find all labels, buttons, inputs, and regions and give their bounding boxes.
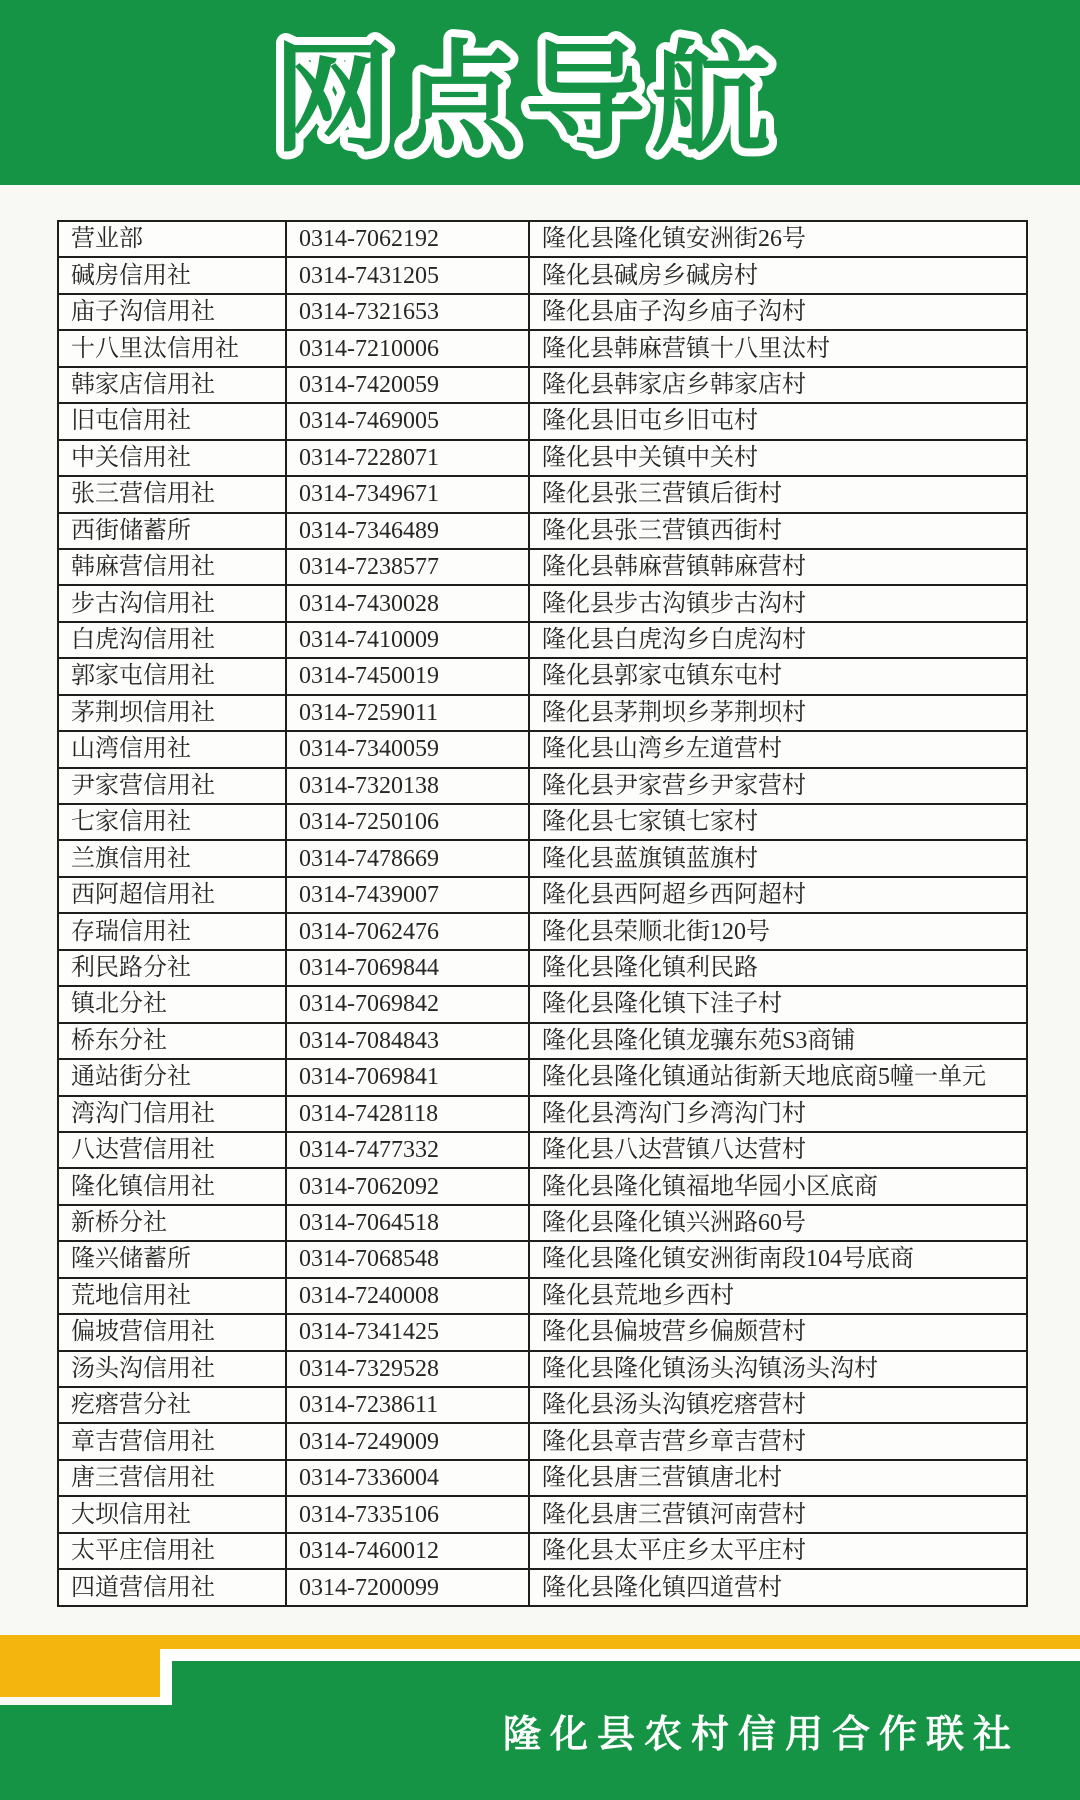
branch-phone-cell: 0314-7477332: [286, 1132, 529, 1168]
branch-name-cell: 山湾信用社: [58, 731, 286, 767]
table-row: [58, 367, 1027, 403]
table-row: [58, 1059, 1027, 1095]
branch-name-cell: 隆化镇信用社: [58, 1168, 286, 1204]
table-row: [58, 221, 1027, 257]
branch-name-cell: 镇北分社: [58, 986, 286, 1022]
branch-phone-cell: 0314-7250106: [286, 804, 529, 840]
branch-phone-cell: 0314-7228071: [286, 440, 529, 476]
branch-directory: [57, 220, 1026, 1607]
table-row: [58, 1387, 1027, 1423]
branch-name-cell: 存瑞信用社: [58, 913, 286, 949]
branch-name-cell: 汤头沟信用社: [58, 1351, 286, 1387]
branch-address-cell: 隆化县韩麻营镇十八里汰村: [529, 330, 1027, 366]
table-row: [58, 768, 1027, 804]
branch-name-cell: 太平庄信用社: [58, 1533, 286, 1569]
branch-phone-cell: 0314-7062476: [286, 913, 529, 949]
branch-name-cell: 碱房信用社: [58, 257, 286, 293]
branch-phone-cell: 0314-7062092: [286, 1168, 529, 1204]
table-row: [58, 549, 1027, 585]
branch-name-cell: 八达营信用社: [58, 1132, 286, 1168]
table-row: [58, 1460, 1027, 1496]
branch-address-cell: 隆化县太平庄乡太平庄村: [529, 1533, 1027, 1569]
page-title: [0, 0, 1080, 185]
branch-address-cell: 隆化县荒地乡西村: [529, 1278, 1027, 1314]
footer-banner: [0, 1635, 1080, 1800]
branch-address-cell: 隆化县韩家店乡韩家店村: [529, 367, 1027, 403]
branch-address-cell: 隆化县隆化镇汤头沟镇汤头沟村: [529, 1351, 1027, 1387]
branch-table: [57, 220, 1028, 1607]
table-row: [58, 330, 1027, 366]
branch-address-cell: 隆化县步古沟镇步古沟村: [529, 585, 1027, 621]
branch-name-cell: 七家信用社: [58, 804, 286, 840]
branch-name-cell: 郭家屯信用社: [58, 658, 286, 694]
branch-phone-cell: 0314-7210006: [286, 330, 529, 366]
table-row: [58, 1096, 1027, 1132]
branch-address-cell: 隆化县白虎沟乡白虎沟村: [529, 622, 1027, 658]
branch-name-cell: 中关信用社: [58, 440, 286, 476]
branch-phone-cell: 0314-7069842: [286, 986, 529, 1022]
branch-phone-cell: 0314-7430028: [286, 585, 529, 621]
branch-address-cell: 隆化县庙子沟乡庙子沟村: [529, 294, 1027, 330]
branch-name-cell: 西街储蓄所: [58, 513, 286, 549]
branch-phone-cell: 0314-7469005: [286, 403, 529, 439]
branch-address-cell: 隆化县隆化镇四道营村: [529, 1569, 1027, 1606]
branch-name-cell: 步古沟信用社: [58, 585, 286, 621]
branch-address-cell: 隆化县八达营镇八达营村: [529, 1132, 1027, 1168]
branch-name-cell: 荒地信用社: [58, 1278, 286, 1314]
table-row: [58, 877, 1027, 913]
branch-phone-cell: 0314-7450019: [286, 658, 529, 694]
branch-name-cell: 利民路分社: [58, 950, 286, 986]
branch-address-cell: 隆化县隆化镇龙骧东苑S3商铺: [529, 1023, 1027, 1059]
footer-green-left-block: [0, 1705, 176, 1800]
branch-phone-cell: 0314-7478669: [286, 840, 529, 876]
branch-phone-cell: 0314-7329528: [286, 1351, 529, 1387]
branch-address-cell: 隆化县偏坡营乡偏颇营村: [529, 1314, 1027, 1350]
branch-address-cell: 隆化县隆化镇兴洲路60号: [529, 1205, 1027, 1241]
table-row: [58, 1351, 1027, 1387]
table-row: [58, 913, 1027, 949]
table-row: [58, 622, 1027, 658]
branch-address-cell: 隆化县蓝旗镇蓝旗村: [529, 840, 1027, 876]
branch-phone-cell: 0314-7062192: [286, 221, 529, 257]
branch-phone-cell: 0314-7069844: [286, 950, 529, 986]
branch-name-cell: 兰旗信用社: [58, 840, 286, 876]
branch-name-cell: 新桥分社: [58, 1205, 286, 1241]
table-row: [58, 950, 1027, 986]
branch-name-cell: 张三营信用社: [58, 476, 286, 512]
branch-address-cell: 隆化县郭家屯镇东屯村: [529, 658, 1027, 694]
branch-name-cell: 韩家店信用社: [58, 367, 286, 403]
branch-phone-cell: 0314-7420059: [286, 367, 529, 403]
branch-name-cell: 旧屯信用社: [58, 403, 286, 439]
branch-name-cell: 四道营信用社: [58, 1569, 286, 1606]
branch-address-cell: 隆化县隆化镇利民路: [529, 950, 1027, 986]
branch-address-cell: 隆化县隆化镇下洼子村: [529, 986, 1027, 1022]
branch-address-cell: 隆化县张三营镇西街村: [529, 513, 1027, 549]
branch-phone-cell: 0314-7335106: [286, 1496, 529, 1532]
table-row: [58, 585, 1027, 621]
table-row: [58, 1205, 1027, 1241]
table-row: [58, 476, 1027, 512]
branch-address-cell: 隆化县章吉营乡章吉营村: [529, 1423, 1027, 1459]
branch-name-cell: 白虎沟信用社: [58, 622, 286, 658]
branch-name-cell: 大坝信用社: [58, 1496, 286, 1532]
branch-address-cell: 隆化县碱房乡碱房村: [529, 257, 1027, 293]
organization-name: 隆化县农村信用合作联社: [502, 1714, 1020, 1756]
branch-name-cell: 通站街分社: [58, 1059, 286, 1095]
branch-phone-cell: 0314-7084843: [286, 1023, 529, 1059]
branch-phone-cell: 0314-7431205: [286, 257, 529, 293]
table-row: [58, 1023, 1027, 1059]
branch-name-cell: 隆兴储蓄所: [58, 1241, 286, 1277]
branch-phone-cell: 0314-7249009: [286, 1423, 529, 1459]
branch-name-cell: 韩麻营信用社: [58, 549, 286, 585]
branch-address-cell: 隆化县尹家营乡尹家营村: [529, 768, 1027, 804]
branch-name-cell: 茅荆坝信用社: [58, 695, 286, 731]
branch-phone-cell: 0314-7238577: [286, 549, 529, 585]
table-row: [58, 403, 1027, 439]
table-row: [58, 1423, 1027, 1459]
branch-phone-cell: 0314-7439007: [286, 877, 529, 913]
branch-address-cell: 隆化县韩麻营镇韩麻营村: [529, 549, 1027, 585]
branch-name-cell: 湾沟门信用社: [58, 1096, 286, 1132]
branch-phone-cell: 0314-7200099: [286, 1569, 529, 1606]
table-row: [58, 731, 1027, 767]
branch-address-cell: 隆化县隆化镇安洲街南段104号底商: [529, 1241, 1027, 1277]
branch-name-cell: 唐三营信用社: [58, 1460, 286, 1496]
branch-name-cell: 营业部: [58, 221, 286, 257]
branch-address-cell: 隆化县隆化镇福地华园小区底商: [529, 1168, 1027, 1204]
branch-phone-cell: 0314-7349671: [286, 476, 529, 512]
table-row: [58, 840, 1027, 876]
branch-name-cell: 十八里汰信用社: [58, 330, 286, 366]
branch-phone-cell: 0314-7240008: [286, 1278, 529, 1314]
branch-name-cell: 章吉营信用社: [58, 1423, 286, 1459]
branch-address-cell: 隆化县旧屯乡旧屯村: [529, 403, 1027, 439]
table-row: [58, 804, 1027, 840]
branch-phone-cell: 0314-7320138: [286, 768, 529, 804]
branch-name-cell: 尹家营信用社: [58, 768, 286, 804]
header-banner: [0, 0, 1080, 185]
table-row: [58, 257, 1027, 293]
branch-name-cell: 疙瘩营分社: [58, 1387, 286, 1423]
table-row: [58, 986, 1027, 1022]
branch-phone-cell: 0314-7064518: [286, 1205, 529, 1241]
branch-address-cell: 隆化县西阿超乡西阿超村: [529, 877, 1027, 913]
page-title-text: 网点导航: [273, 32, 777, 166]
branch-phone-cell: 0314-7460012: [286, 1533, 529, 1569]
branch-phone-cell: 0314-7069841: [286, 1059, 529, 1095]
branch-name-cell: 偏坡营信用社: [58, 1314, 286, 1350]
branch-address-cell: 隆化县荣顺北街120号: [529, 913, 1027, 949]
table-row: [58, 1496, 1027, 1532]
branch-name-cell: 桥东分社: [58, 1023, 286, 1059]
branch-phone-cell: 0314-7340059: [286, 731, 529, 767]
table-row: [58, 1314, 1027, 1350]
table-row: [58, 695, 1027, 731]
table-row: [58, 1168, 1027, 1204]
branch-name-cell: 西阿超信用社: [58, 877, 286, 913]
table-row: [58, 1241, 1027, 1277]
table-row: [58, 1569, 1027, 1606]
branch-address-cell: 隆化县汤头沟镇疙瘩营村: [529, 1387, 1027, 1423]
table-row: [58, 513, 1027, 549]
branch-address-cell: 隆化县中关镇中关村: [529, 440, 1027, 476]
branch-phone-cell: 0314-7238611: [286, 1387, 529, 1423]
branch-address-cell: 隆化县山湾乡左道营村: [529, 731, 1027, 767]
branch-address-cell: 隆化县湾沟门乡湾沟门村: [529, 1096, 1027, 1132]
branch-phone-cell: 0314-7428118: [286, 1096, 529, 1132]
branch-phone-cell: 0314-7346489: [286, 513, 529, 549]
table-row: [58, 294, 1027, 330]
branch-address-cell: 隆化县隆化镇安洲街26号: [529, 221, 1027, 257]
table-row: [58, 1278, 1027, 1314]
branch-address-cell: 隆化县张三营镇后街村: [529, 476, 1027, 512]
branch-phone-cell: 0314-7410009: [286, 622, 529, 658]
branch-phone-cell: 0314-7341425: [286, 1314, 529, 1350]
table-row: [58, 1533, 1027, 1569]
branch-address-cell: 隆化县茅荆坝乡茅荆坝村: [529, 695, 1027, 731]
branch-phone-cell: 0314-7259011: [286, 695, 529, 731]
table-row: [58, 658, 1027, 694]
branch-phone-cell: 0314-7068548: [286, 1241, 529, 1277]
branch-address-cell: 隆化县唐三营镇河南营村: [529, 1496, 1027, 1532]
table-row: [58, 440, 1027, 476]
branch-address-cell: 隆化县唐三营镇唐北村: [529, 1460, 1027, 1496]
branch-name-cell: 庙子沟信用社: [58, 294, 286, 330]
branch-table-body: [58, 221, 1027, 1606]
branch-phone-cell: 0314-7336004: [286, 1460, 529, 1496]
branch-address-cell: 隆化县七家镇七家村: [529, 804, 1027, 840]
branch-phone-cell: 0314-7321653: [286, 294, 529, 330]
table-row: [58, 1132, 1027, 1168]
branch-address-cell: 隆化县隆化镇通站街新天地底商5幢一单元: [529, 1059, 1027, 1095]
